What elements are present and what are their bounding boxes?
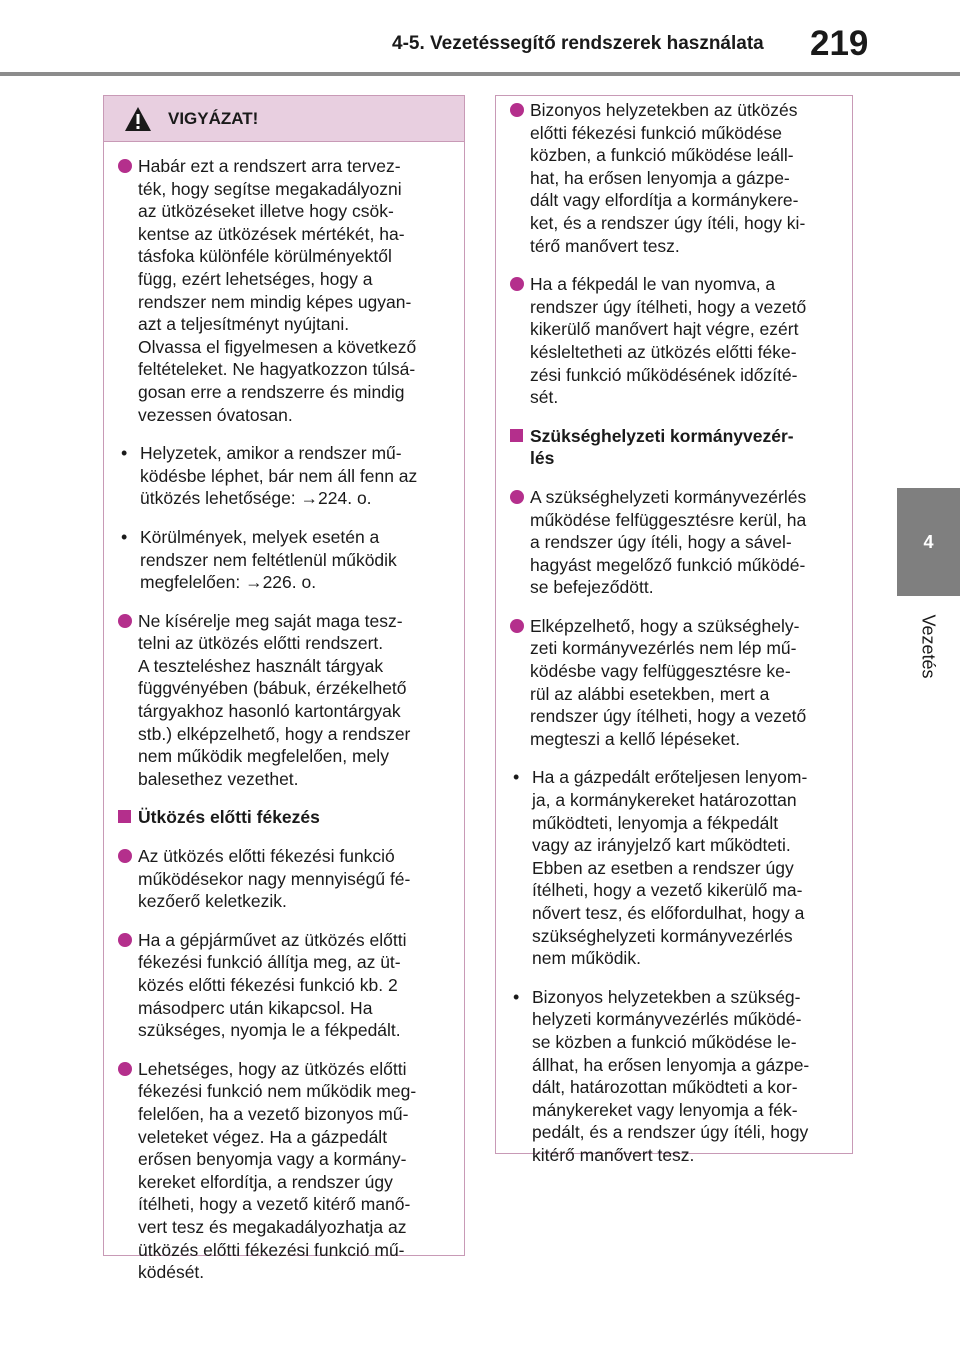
list-item: [114, 526, 452, 594]
list-item: [114, 610, 452, 791]
list-item: [506, 615, 840, 751]
section-heading: [506, 425, 840, 470]
list-item: [506, 486, 840, 599]
bullet-dash-icon: •: [513, 767, 520, 788]
bullet-dot-icon: [114, 845, 138, 913]
warning-box-header: [104, 96, 464, 142]
bullet-dot-icon: [506, 273, 530, 409]
bullet-dot-icon: [114, 610, 138, 791]
bullet-dot-icon: [114, 1058, 138, 1284]
left-column-content: [104, 142, 464, 1284]
warning-box-right: [495, 95, 853, 1165]
bullet-dot-icon: [506, 615, 530, 751]
heading-text: Ütközés előtti fékezés: [138, 807, 320, 828]
item-text: Ha a gépjárművet az ütközés előtti fékezési funkció állítja meg, az üt- közés előtti fékezési funkció kb. 2 másodperc után kikapcsol. Ha szükséges, nyomja le a fékpedált.: [138, 929, 407, 1041]
list-item: [114, 1058, 452, 1284]
bullet-dash-icon: •: [513, 986, 520, 1007]
item-text: Bizonyos helyzetekben a szükség- helyzeti kormányvezérlés működé- se közben a funkció működése le- állhat, ha erősen lenyomja a gázpe- dált, határozottan működteti a kor- mánykereket vagy lenyomja a fék- pedált, és a rendszer úgy ítéli, hogy kitérő manővert tesz.: [532, 986, 810, 1165]
item-text: Ha a gázpedált erőteljesen lenyom- ja, a kormánykereket határozottan működteti, lenyomja a fékpedált vagy az irányjelző kart működteti. Ebben az esetben a rendszer úgy ítélheti, hogy a vezető kikerülő ma- nővert tesz, és előfordulhat, hogy a szükséghelyzeti kormányvezérlés nem működik.: [532, 767, 808, 969]
list-item: [506, 99, 840, 257]
list-item: [114, 929, 452, 1042]
list-item: [114, 845, 452, 913]
bullet-dot-icon: [114, 929, 138, 1042]
item-text: Ha a fékpedál le van nyomva, a rendszer úgy ítélheti, hogy a vezető kikerülő manővert hajt végre, ezért késleltetheti az ütközés előtti féke- zési funkció működésének időzíté- sét.: [530, 274, 807, 408]
bullet-dot-icon: [506, 99, 530, 257]
heading-square-icon: [114, 806, 138, 829]
list-item: [506, 273, 840, 409]
item-text: Ne kísérelje meg saját maga tesz- telni az ütközés előtti rendszert. A teszteléshez használt tárgyak függvényében (bábuk, érzékelhető tárgyakhoz hasonló kartontárgyak stb.) elképzelhető, hogy a rendszer nem működik megfelelően, mely balesethez vezethet.: [138, 610, 411, 789]
section-heading: [114, 806, 452, 829]
bullet-dot-icon: [114, 155, 138, 426]
heading-text: Szükséghelyzeti kormányvezér- lés: [530, 425, 794, 469]
warning-triangle-icon: [124, 106, 152, 132]
bullet-dash-icon: •: [121, 443, 128, 464]
item-text: Elképzelhető, hogy a szükséghely- zeti kormányvezérlés nem lép mű- ködésbe vagy felfüggesztésre ke- rül az alábbi esetekben, mert a rendszer úgy ítélheti, hogy a vezető megteszi a kellő lépéseket.: [530, 615, 807, 749]
list-item: [114, 155, 452, 426]
item-text: A szükséghelyzeti kormányvezérlés működése felfüggesztésre kerül, ha a rendszer úgy ítéli, hogy a sável- hagyást megelőző funkció működé- se befejeződött.: [530, 486, 807, 598]
chapter-tab-label: [897, 600, 960, 692]
bullet-dot-icon: [506, 486, 530, 599]
list-item: [506, 986, 840, 1167]
header-rule: [0, 72, 960, 76]
item-text: Lehetséges, hogy az ütközés előtti fékezési funkció nem működik meg- felelően, ha a vezető bizonyos mű- veleteket végez. Ha a gázpedált erősen benyomja vagy a kormány- kereket elfordítja, a rendszer úgy ítélheti, hogy a vezető kitérő manő- vert tesz és megakadályozhatja az ütközés előtti fékezési funkció mű- ködését.: [138, 1058, 417, 1283]
chapter-tab-number[interactable]: 4: [897, 488, 960, 596]
right-column-content: [496, 96, 852, 1167]
bullet-dash-icon: •: [121, 526, 128, 547]
heading-square-icon: [506, 425, 530, 470]
warning-title: VIGYÁZAT!: [168, 108, 259, 128]
item-text: Az ütközés előtti fékezési funkció működésekor nagy mennyiségű fé- kezőerő keletkezik.: [138, 846, 411, 912]
warning-box-left: [103, 95, 465, 1283]
page-number: 219: [810, 24, 869, 63]
item-text: Habár ezt a rendszert arra tervez- ték, hogy segítse megakadályozni az ütközéseket illetve hogy csök- kentse az ütközések mértékét, ha- tásfoka különféle körülményektől függ, ezért lehetséges, hogy a rendszer nem mindig képes ugyan- azt a teljesítményt nyújtani. Olvassa el figyelmesen a következő feltételeket. Ne hagyatkozzon túlsá- gosan erre a rendszerre és mindig vezessen óvatosan.: [138, 156, 417, 425]
item-text: Bizonyos helyzetekben az ütközés előtti fékezési funkció működése közben, a funkció működése leáll- hat, ha erősen lenyomja a gázpe- dált vagy elfordítja a kormánykere- ket, és a rendszer úgy ítéli, hogy ki- térő manővert tesz.: [530, 100, 806, 256]
item-text: Helyzetek, amikor a rendszer mű- ködésbe léphet, bár nem áll fenn az ütközés lehetősége: →224. o.: [140, 443, 418, 509]
list-item: [506, 766, 840, 969]
list-item: [114, 442, 452, 510]
chapter-label-text: Vezetés: [919, 613, 940, 679]
section-title: 4-5. Vezetéssegítő rendszerek használata: [392, 33, 764, 54]
item-text: Körülmények, melyek esetén a rendszer nem feltétlenül működik megfelelően: →226. o.: [140, 526, 397, 593]
